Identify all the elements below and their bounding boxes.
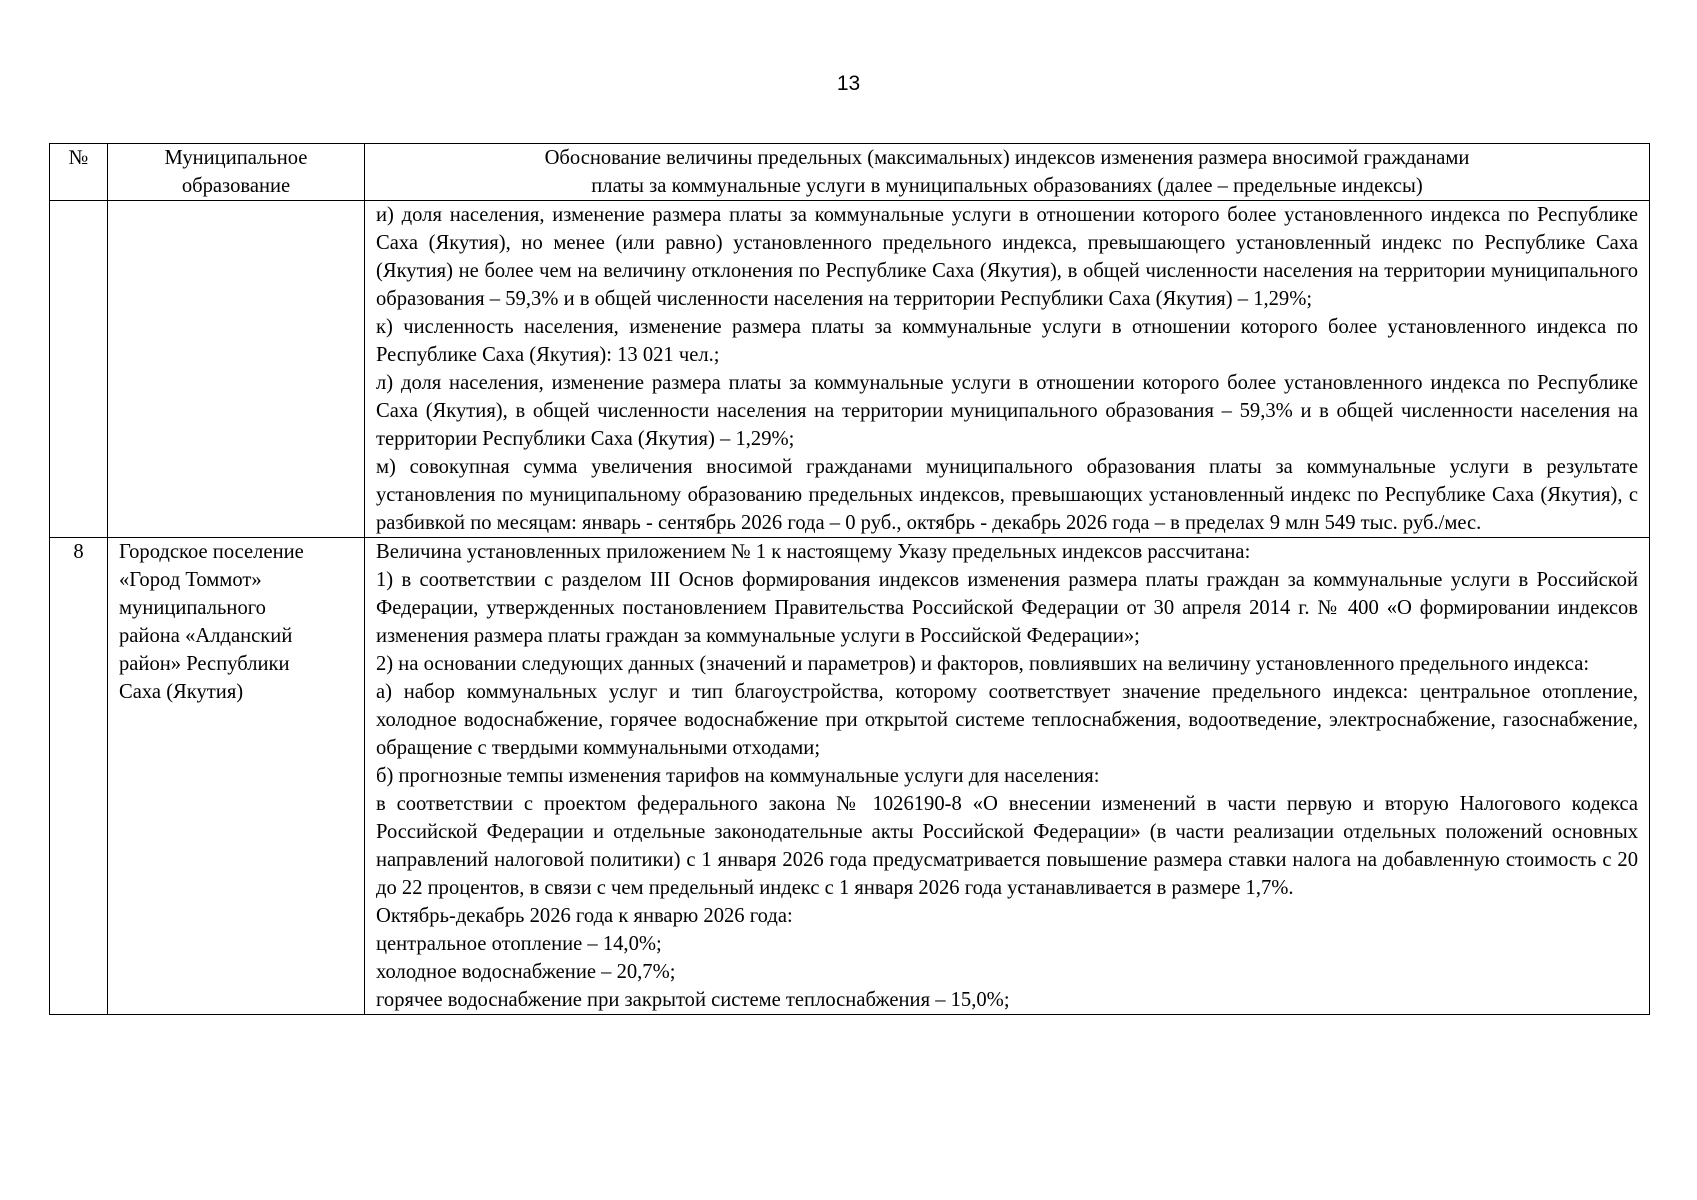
table-body	[50, 201, 1650, 1015]
paragraph-i: и) доля населения, изменение размера платы за коммунальные услуги в отношении которого более установленного индекса по Республике Саха (Якутия), но менее (или равно) установленного предельного индекса, превышающего установленный индекс по Республике Саха (Якутия) не более чем на величину отклонения по Республике Саха (Якутия), в общей численности населения на территории муниципального образования – 59,3% и в общей численности населения на территории Республики Саха (Якутия) – 1,29%;	[376, 204, 1638, 310]
page-number: 13	[836, 72, 861, 95]
paragraph-1: 1) в соответствии с разделом III Основ формирования индексов изменения размера платы граждан за коммунальные услуги в Российской Федерации, утвержденных постановлением Правительства Российской Федерации от 30 апреля 2014 г. № 400 «О формировании индексов изменения размера платы граждан за коммунальные услуги в Российской Федерации»;	[376, 569, 1638, 647]
paragraph-intro: Величина установленных приложением № 1 к настоящему Указу предельных индексов рассчитана:	[376, 541, 1251, 563]
header-justification	[365, 144, 1650, 201]
paragraph-cold-water: холодное водоснабжение – 20,7%;	[376, 961, 676, 983]
paragraph-heating: центральное отопление – 14,0%;	[376, 933, 662, 955]
paragraph-period: Октябрь-декабрь 2026 года к январю 2026 года:	[376, 905, 793, 927]
header-justification-line-2: платы за коммунальные услуги в муниципальных образованиях (далее – предельные индексы)	[591, 175, 1423, 197]
indices-table	[49, 143, 1650, 1015]
municipality-cell	[108, 538, 365, 1015]
paragraph-l: л) доля населения, изменение размера платы за коммунальные услуги в отношении которого более установленного индекса по Республике Саха (Якутия), в общей численности населения на территории муниципального образования – 59,3% и в общей численности населения на территории Республики Саха (Якутия) – 1,29%;	[376, 372, 1638, 450]
municipality-line: муниципального	[119, 597, 266, 619]
paragraph-vat: в соответствии с проектом федерального закона № 1026190-8 «О внесении изменений в части первую и вторую Налогового кодекса Российской Федерации и отдельные законодательные акты Российской Федерации» (в части реализации отдельных положений основных направлений налоговой политики) с 1 января 2026 года предусматривается повышение размера ставки налога на добавленную стоимость с 20 до 22 процентов, в связи с чем предельный индекс с 1 января 2026 года устанавливается в размере 1,7%.	[376, 793, 1638, 899]
municipality-line: района «Алданский	[119, 625, 293, 647]
paragraph-a: а) набор коммунальных услуг и тип благоустройства, которому соответствует значение предельного индекса: центральное отопление, холодное водоснабжение, горячее водоснабжение при открытой системе теплоснабжения, водоотведение, электроснабжение, газоснабжение, обращение с твердыми коммунальными отходами;	[376, 681, 1638, 759]
paragraph-hot-water: горячее водоснабжение при закрытой системе теплоснабжения – 15,0%;	[376, 989, 1010, 1011]
municipality-cell	[108, 201, 365, 538]
municipality-line: «Город Томмот»	[119, 569, 262, 591]
paragraph-k: к) численность населения, изменение размера платы за коммунальные услуги в отношении которого более установленного индекса по Республике Саха (Якутия): 13 021 чел.;	[376, 316, 1638, 366]
row-number-cell	[50, 201, 108, 538]
table-header	[50, 144, 1650, 201]
paragraph-b: б) прогнозные темпы изменения тарифов на коммунальные услуги для населения:	[376, 765, 1100, 787]
justification-cell	[365, 538, 1650, 1015]
paragraph-m: м) совокупная сумма увеличения вносимой гражданами муниципального образования платы за коммунальные услуги в результате установления по муниципальному образованию предельных индексов, превышающих установленный индекс по Республике Саха (Якутия), с разбивкой по месяцам: январь - сентябрь 2026 года – 0 руб., октябрь - декабрь 2026 года – в пределах 9 млн 549 тыс. руб./мес.	[376, 456, 1638, 534]
table-row	[50, 201, 1650, 538]
header-row	[50, 144, 1650, 201]
municipality-line: район» Республики	[119, 653, 290, 675]
table-row	[50, 538, 1650, 1015]
municipality-line: Саха (Якутия)	[119, 681, 244, 703]
header-justification-line-1: Обоснование величины предельных (максимальных) индексов изменения размера вносимой гражданами	[544, 147, 1470, 169]
header-municipality-line-2: образование	[181, 175, 291, 197]
row-number-cell: 8	[50, 538, 108, 1015]
paragraph-2: 2) на основании следующих данных (значений и параметров) и факторов, повлиявших на величину установленного предельного индекса:	[376, 653, 1590, 675]
municipality-line: Городское поселение	[119, 541, 304, 563]
header-number: №	[50, 144, 108, 201]
header-municipality	[108, 144, 365, 201]
header-municipality-line-1: Муниципальное	[164, 147, 308, 169]
justification-cell	[365, 201, 1650, 538]
